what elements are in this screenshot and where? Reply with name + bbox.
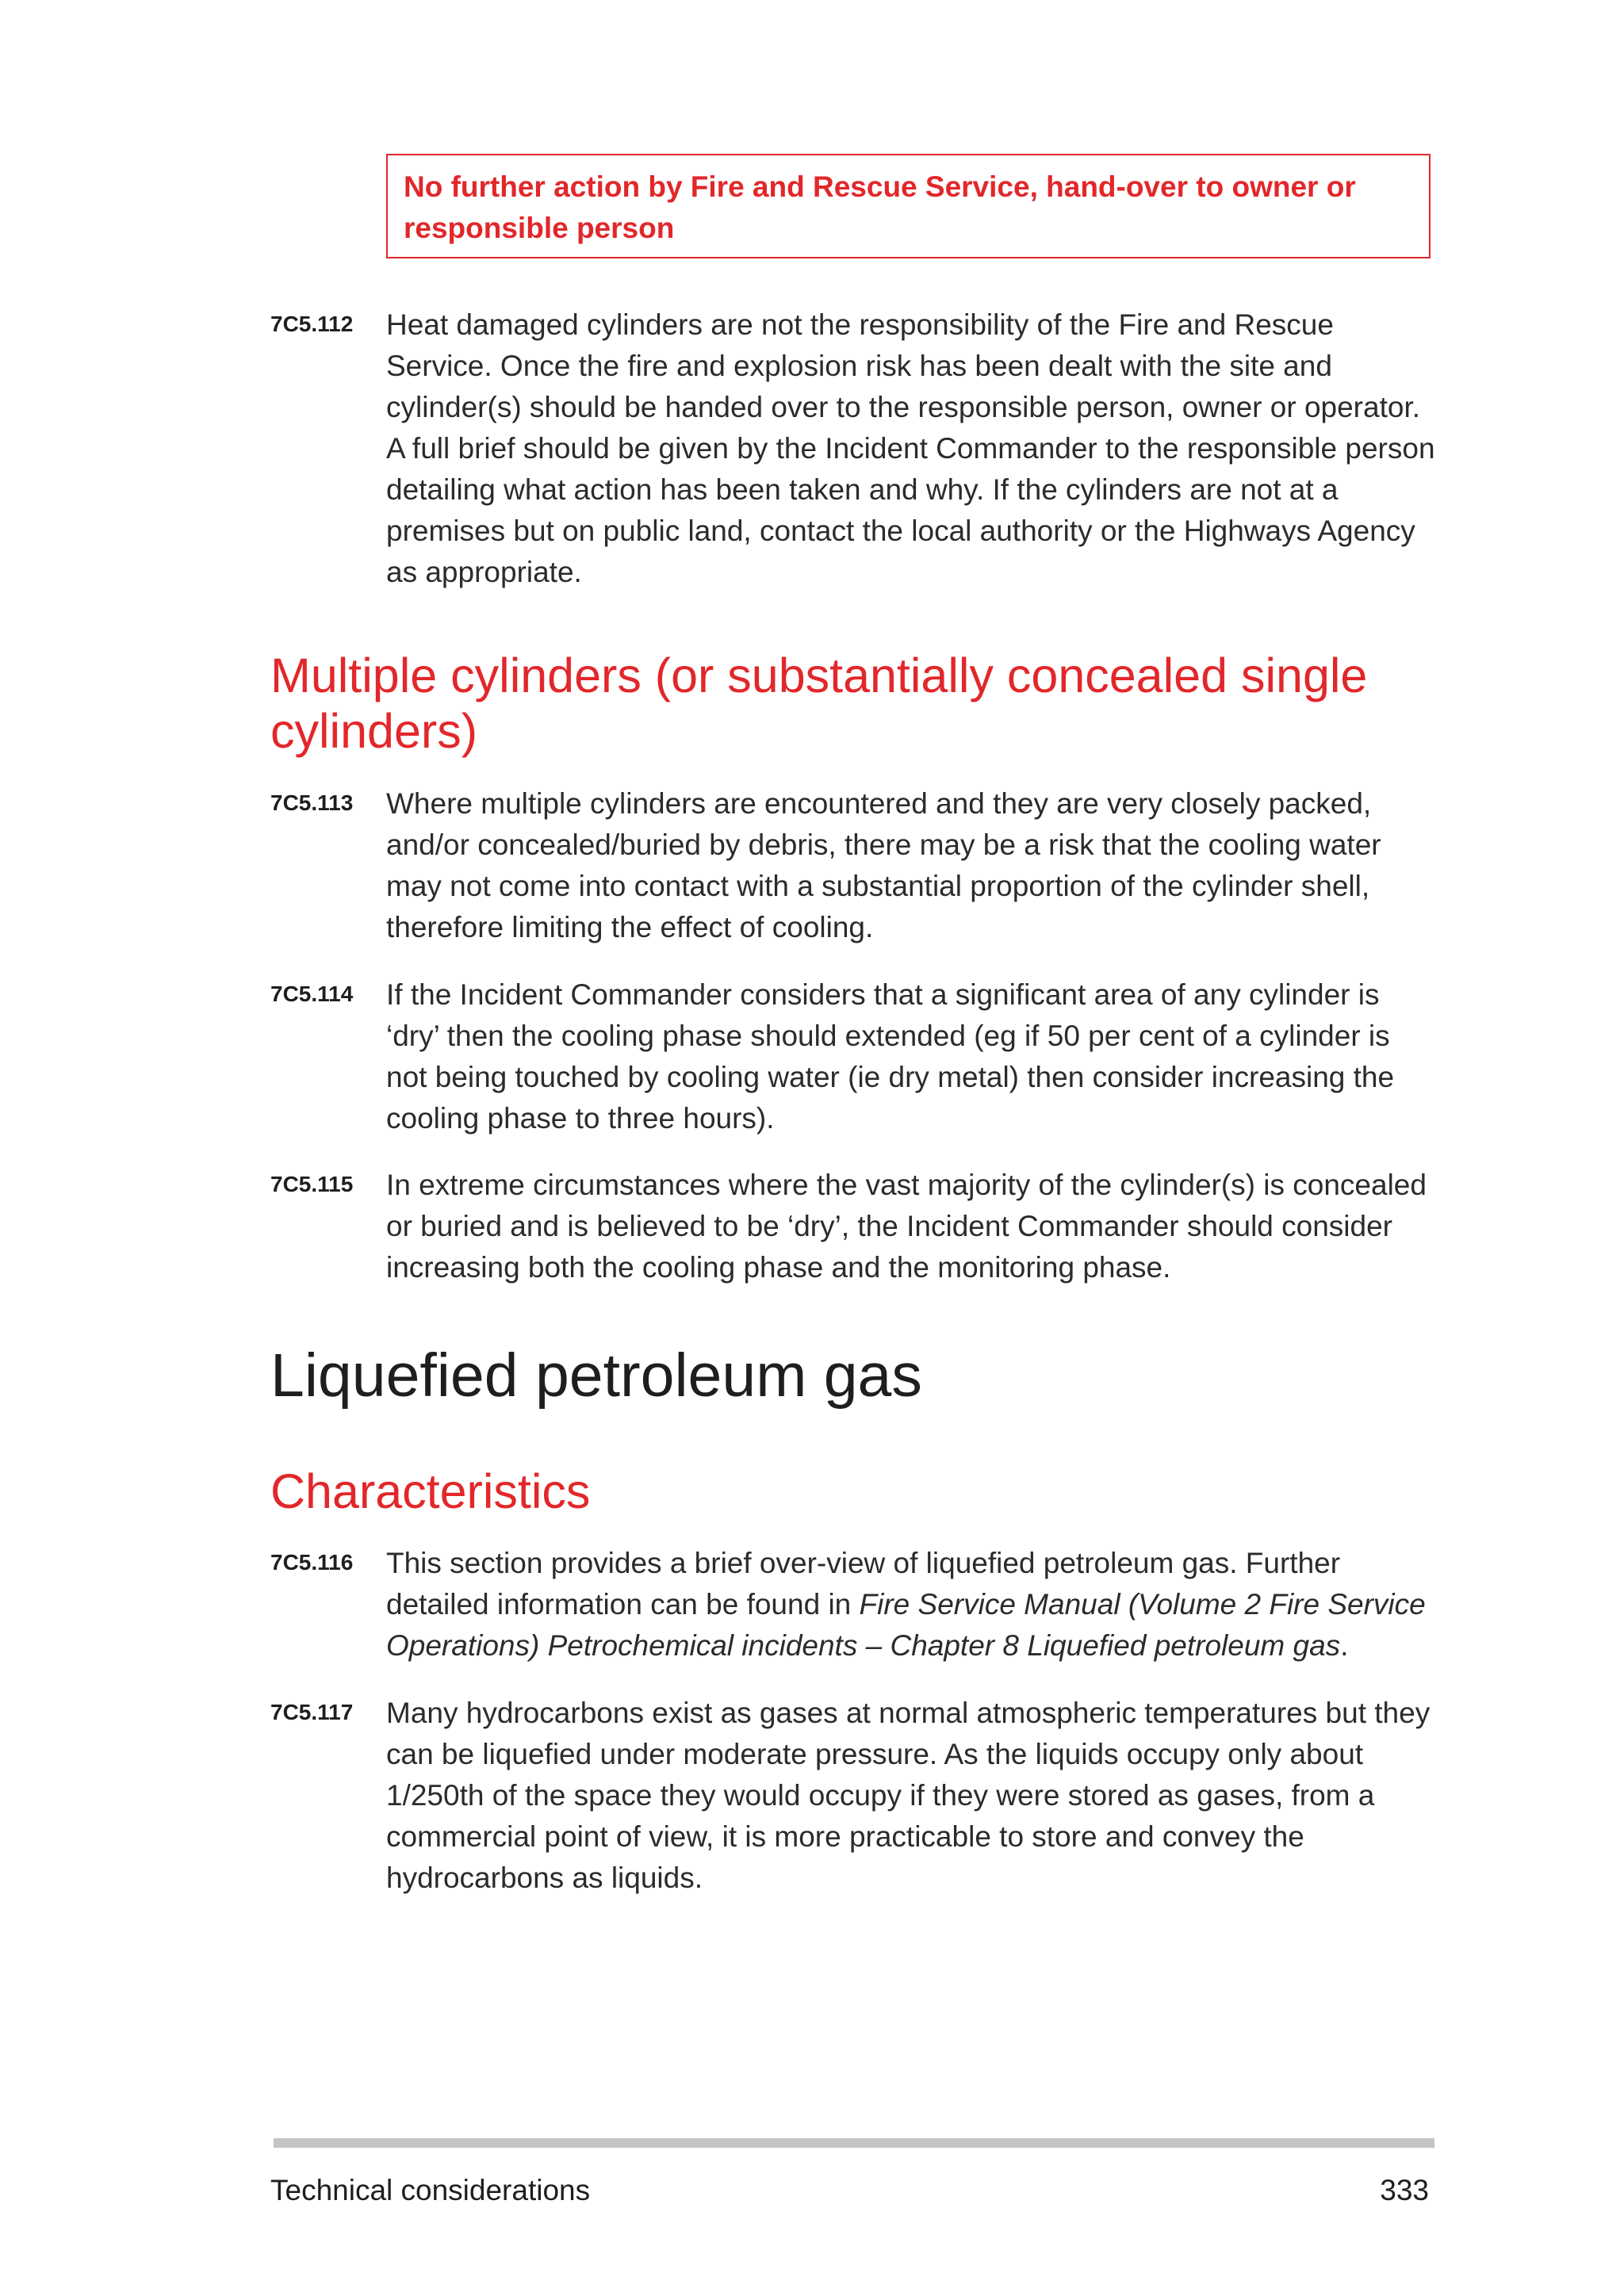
paragraph-number: 7C5.115 [270, 1172, 354, 1196]
action-callout-box [386, 154, 1431, 258]
paragraph-number: 7C5.116 [270, 1550, 354, 1575]
paragraph-text: Heat damaged cylinders are not the responsibility of the Fire and Rescue Service. Once the fire and explosion risk has been dealt with the site and cylinder(s) should be handed over to the responsible person, owner or operator. A full brief should be given by the Incident Commander to the responsible person detailing what action has been taken and why. If the cylinders are not at a premises but on public land, contact the local authority or the Highways Agency as appropriate. [386, 308, 1435, 588]
paragraph-text: In extreme circumstances where the vast majority of the cylinder(s) is concealed or buried and is believed to be ‘dry’, the Incident Commander should consider increasing both the cooling phase and the monitoring phase. [386, 1169, 1427, 1284]
paragraph-number: 7C5.114 [270, 982, 354, 1006]
paragraph-text: If the Incident Commander considers that a significant area of any cylinder is ‘dry’ then the cooling phase should extended (eg if 50 per cent of a cylinder is not being touched by cooling water (ie dry metal) then consider increasing the cooling phase to three hours). [386, 978, 1395, 1135]
paragraph-number: 7C5.112 [270, 312, 354, 336]
paragraph-text: Many hydrocarbons exist as gases at normal atmospheric temperatures but they can be liquefied under moderate pressure. As the liquids occupy only about 1/250th of the space they would occupy if they were stored as gases, from a commercial point of view, it is more practicable to store and convey the hydrocarbons as liquids. [386, 1697, 1431, 1894]
paragraph-text: Where multiple cylinders are encountered and they are very closely packed, and/or concealed/buried by debris, there may be a risk that the cooling water may not come into contact with a substantial proportion of the cylinder shell, therefore limiting the effect of cooling. [386, 787, 1381, 943]
paragraph-7c5-112 [270, 304, 1436, 593]
paragraph-text-plain: This section provides a brief over-view of liquefied petroleum gas. Further detailed information can be found in [386, 1547, 1341, 1621]
manual-reference: Fire Service Manual (Volume 2 Fire Service Operations) Petrochemical incidents – Chapter 8 Liquefied petroleum gas [386, 1588, 1426, 1662]
paragraph-text [386, 1543, 1436, 1667]
paragraph-7c5-113 [270, 783, 1436, 948]
section-heading-multiple-cylinders: Multiple cylinders (or substantially concealed single cylinders) [270, 649, 1368, 758]
paragraph-text-end: . [1340, 1629, 1349, 1662]
section-heading-characteristics: Characteristics [270, 1464, 591, 1518]
footer-rule [274, 2138, 1434, 2148]
paragraph-number: 7C5.117 [270, 1700, 354, 1724]
paragraph-7c5-115 [270, 1165, 1436, 1288]
paragraph-7c5-114 [270, 974, 1436, 1139]
footer-page-number: 333 [1380, 2174, 1429, 2206]
chapter-heading-lpg: Liquefied petroleum gas [270, 1341, 922, 1410]
callout-text: No further action by Fire and Rescue Service, hand-over to owner or responsible person [404, 170, 1356, 244]
paragraph-7c5-116 [270, 1543, 1436, 1667]
footer-section-title: Technical considerations [270, 2174, 591, 2206]
paragraph-number: 7C5.113 [270, 790, 354, 815]
paragraph-7c5-117 [270, 1693, 1436, 1899]
